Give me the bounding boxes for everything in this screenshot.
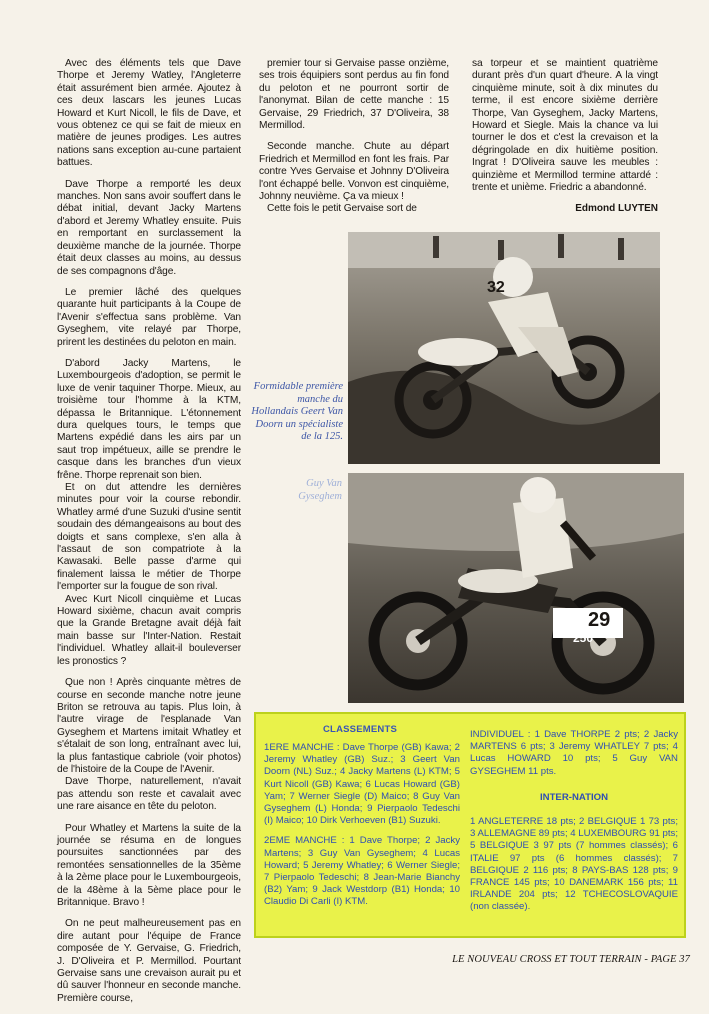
internation-title: INTER-NATION <box>539 791 609 803</box>
paragraph: sa torpeur et se maintient quatrième durant près d'un quart d'heure. A la vingt cinquième minute, soit à dix minutes du terme, il est encore sixième derrière Thorpe, Van Gyseghem, Jacky Martens, Howard et Siegle. Mais la chance va lui tourner le dos et c'est la crevaison et la dégringolade en dix huitième position. Ingrat ! D'Oliveira sauve les meubles : quinzième et Mermillod termine attardé : trente et unième. Friedric a abandonné. <box>472 58 658 194</box>
paragraph: Le premier lâché des quelques quarante huit participants à la Coupe de l'Avenir s'effectua sans problème. Van Gyseghem, vite relayé par Thorpe, prirent les destinées du peloton en main. <box>57 286 241 348</box>
photo-2-illustration <box>348 473 684 703</box>
paragraph: Et on dut attendre les dernières minutes pour voir la course rebondir. Whatley armé d'une Suzuki d'usine sentit soudain des démangeaisons au bout des doigts et sans complexe, s'en alla à l'assaut de son compatriote à la Kawasaki. Belle passe d'arme qui finalement laissa le métier de Thorpe l'emporter sur la fougue de son rival. <box>57 482 241 593</box>
internation-results: 1 ANGLETERRE 18 pts; 2 BELGIQUE 1 73 pts; 3 ALLEMAGNE 89 pts; 4 LUXEMBOURG 91 pts; 5 BELGIQUE 3 97 pts (7 hommes classés); 6 ITALIE 97 pts (6 hommes classés); 7 BELGIQUE 2 116 pts; 8 PAYS-BAS 128 pts; 9 FRANCE 145 pts; 10 DANEMARK 156 pts; 11 IRLANDE 204 pts; 12 TCHECOSLOVAQUIE (non classée). <box>470 816 678 913</box>
bike-number-plate: 29 <box>588 609 611 631</box>
results-title: CLASSEMENTS <box>323 724 397 735</box>
article-column-3 <box>472 58 658 216</box>
individual-results: INDIVIDUEL : 1 Dave THORPE 2 pts; 2 Jacky MARTENS 6 pts; 3 Jeremy WHATLEY 7 pts; 4 Lucas HOWARD 10 pts; 5 Guy VAN GYSEGHEM 11 pts. <box>470 729 678 777</box>
paragraph: D'abord Jacky Martens, le Luxembourgeois d'adoption, se permit le luxe de venir taquiner Thorpe. Mieux, au troisième tour l'homme à la KTM, dépassa le Britannique. L'étonnement dura quelques tours, le temps que Martens expédié dans les airs par un saut trop impétueux, aille se prendre le casque dans les branches d'un vieux frêne. Thorpe reprenait son bien. <box>57 357 241 481</box>
motocross-photo-1 <box>348 232 660 464</box>
photo-1-illustration <box>348 232 660 464</box>
author-signature: Edmond LUYTEN <box>575 203 658 215</box>
results-right-column <box>470 729 678 922</box>
paragraph: Dave Thorpe a remporté les deux manches. Non sans avoir souffert dans le débat initial, devant Jacky Martens d'abord et Jeremy Whatley ensuite. Puis en remportant en surclassement la deuxième manche de la journée. Thorpe était deux classes au moins, au dessus de ses compagnons d'âge. <box>57 178 241 277</box>
paragraph: Seconde manche. Chute au départ Friedrich et Mermillod en font les frais. Par contre Yves Gervaise et Johnny D'Oliveira l'ont échappé belle. Vonvon est cinquième, Johnny neuvième. Ça va mieux ! <box>259 141 449 203</box>
bike-plate-cc: 250 <box>573 631 594 645</box>
race-1-results: 1ERE MANCHE : Dave Thorpe (GB) Kawa; 2 Jeremy Whatley (GB) Suz.; 3 Geert Van Doorn (NL) Suz.; 4 Jacky Martens (L) KTM; 5 Kurt Nicoll (GB) Kawa; 6 Lucas Howard (GB) Yam; 7 Werner Siegle (D) Maico; 8 Guy Van Gyseghem (L) Honda; 9 Pierpaolo Tedeschi (I) Maico; 10 Dirk Verhoeven (B1) Suzuki. <box>264 742 460 827</box>
page-footer: LE NOUVEAU CROSS ET TOUT TERRAIN - PAGE 37 <box>452 954 690 965</box>
race-2-results: 2EME MANCHE : 1 Dave Thorpe; 2 Jacky Martens; 3 Guy Van Gyseghem; 4 Lucas Howard; 5 Jeremy Whatley; 6 Werner Siegle; 7 Pierpaolo Tedeschi; 8 Jean-Marie Bianchy (B2) Yam; 9 Jack Westdorp (B1) Honda; 10 Claudio Di Carli (I) KTM. <box>264 835 460 908</box>
article-column-1 <box>57 58 241 1014</box>
paragraph: On ne peut malheureusement pas en dire autant pour l'équipe de France composée de Y. Gervaise, G. Friedrich, J. D'Oliveira et P. Mermillod. Pourtant Gervaise sans une crevaison aurait pu et dû sauver l'honneur en seconde manche. Première course, <box>57 918 241 1004</box>
paragraph: Que non ! Après cinquante mètres de course en seconde manche notre jeune Briton se retrouva au tapis. Plus loin, à l'autre virage de l'esplanade Van Gyseghem et Martens imitait Whatley et s'étalait de son long, entraînant avec lui, la plus fantastique cabriole (voir photos) de l'histoire de la Coupe de l'Avenir. <box>57 677 241 775</box>
paragraph: Avec Kurt Nicoll cinquième et Lucas Howard sixième, chacun avait compris que la Grande Bretagne avait déjà fait main basse sur l'Inter-Nation. Restait l'individuel. Whatley allait-il bouleverser les pronostics ? <box>57 593 241 667</box>
paragraph: Cette fois le petit Gervaise sort de <box>267 203 417 215</box>
results-box <box>254 712 686 938</box>
motocross-photo-2 <box>348 473 684 703</box>
paragraph: Dave Thorpe, naturellement, n'avait pas attendu son reste et cavalait avec une rare aisance en tête du peloton. <box>57 776 241 813</box>
paragraph: premier tour si Gervaise passe onzième, ses trois équipiers sont perdus au fin fond du peloton et ne pourront sortir de l'anonymat. Bilan de cette manche : 15 Gervaise, 29 Friedrich, 37 D'Oliveira, 38 Mermillod. <box>259 58 449 132</box>
bike-number-plate: 32 <box>487 279 505 296</box>
paragraph: Avec des éléments tels que Dave Thorpe et Jeremy Watley, l'Angleterre était assurément bien armée. Ajoutez à ces deux lascars les jeunes Lucas Howard et Kurt Nicoll, le fils de Dave, et vous obtenez ce qui se fait de mieux en matière de jeunes prodiges. Les autres nations sans exception au-cune partaient battues. <box>57 58 241 169</box>
article-column-2 <box>259 58 449 225</box>
paragraph: Pour Whatley et Martens la suite de la journée se résuma en de longues poursuites sanctionnées par des remontées sensationnelles de la 35ème à la 2ème place pour le Luxembourgeois, de la 48ème à la 5ème place pour le Britannique. Bravo ! <box>57 822 241 908</box>
photo-1-caption: Formidable première manche du Hollandais Geert Van Doorn un spécialiste de la 125. <box>251 381 343 443</box>
results-left-column <box>264 742 460 917</box>
photo-2-caption: Guy Van Gyseghem <box>298 478 342 502</box>
